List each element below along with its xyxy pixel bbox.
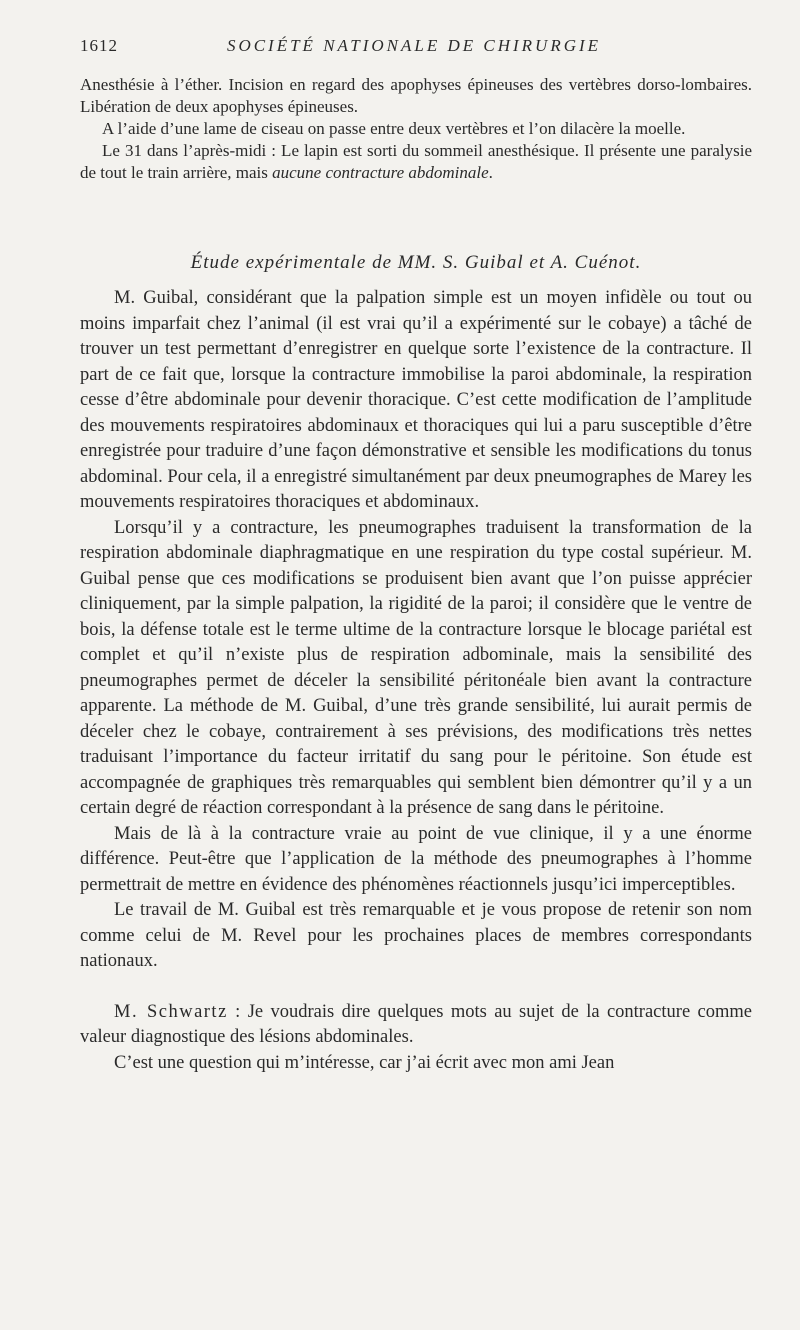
body-paragraph-6: C’est une question qui m’intéresse, car j’ai écrit avec mon ami Jean	[114, 1052, 615, 1073]
intro-paragraph-2: A l’aide d’une lame de ciseau on passe entre deux vertèbres et l’on dilacère la moelle.	[102, 119, 686, 138]
intro-paragraph-3-end: .	[488, 163, 493, 182]
intro-emphasis: aucune contracture abdominale	[272, 163, 489, 182]
intro-paragraph-1: Anesthésie à l’éther. Incision en regard des apophyses épineuses des vertèbres dorso-lombaires. Libération de deux apophyses épineuses.	[80, 75, 752, 116]
section-heading: Étude expérimentale de MM. S. Guibal et A. Cuénot.	[190, 252, 642, 273]
speaker-name: M. Schwartz	[114, 1001, 228, 1022]
body-paragraph-3: Mais de là à la contracture vraie au point de vue clinique, il y a une énorme différence. Peut-être que l’application de la méthode des pneumographes à l’homme permettrait de mettre en évidence des phénomènes réactionnels jusqu’ici imperceptibles.	[80, 823, 752, 895]
running-title: SOCIÉTÉ NATIONALE DE CHIRURGIE	[226, 36, 602, 55]
intro-paragraph-3	[80, 140, 752, 184]
body-paragraph-5-text: : Je voudrais dire quelques mots au sujet de la contracture comme valeur diagnostique des lésions abdominales.	[80, 1001, 752, 1047]
page-header	[80, 36, 748, 60]
intro-text	[80, 74, 752, 184]
body-paragraph-4: Le travail de M. Guibal est très remarquable et je vous propose de retenir son nom comme celui de M. Revel pour les prochaines places de membres correspondants nationaux.	[80, 900, 752, 971]
intro-paragraph-3-text: Le 31 dans l’après-midi : Le lapin est sorti du sommeil anesthésique. Il présente une paralysie de tout le train arrière, mais	[80, 141, 752, 182]
page-number: 1612	[80, 36, 118, 55]
body-paragraph-5	[80, 1000, 752, 1051]
body-text	[80, 286, 752, 1076]
body-paragraph-2: Lorsqu’il y a contracture, les pneumographes traduisent la transformation de la respiration abdominale diaphragmatique en une respiration du type costal supérieur. M. Guibal pense que ces modifications se produisent bien avant que l’on puisse apprécier cliniquement, par la simple palpation, la rigidité de la paroi; il considère que le ventre de bois, la défense totale est le terme ultime de la contracture lorsque le blocage pariétal est complet et qu’il n’existe plus de respiration adbominale, mais la sensibilité des pneumographes permet de déceler la sensibilité péritonéale bien avant la contracture apparente. La méthode de M. Guibal, d’une très grande sensibilité, lui aurait permis de déceler chez le cobaye, contrairement à ses prévisions, des modifications très nettes traduisant l’importance du facteur irritatif du sang pour le péritoine. Son étude est accompagnée de graphiques très remarquables qui semblent bien démontrer qu’il y a un certain degré de réaction correspondant à la présence de sang dans le péritoine.	[80, 517, 752, 818]
body-paragraph-1: M. Guibal, considérant que la palpation simple est un moyen infidèle ou tout ou moins imparfait chez l’animal (il est vrai qu’il a expérimenté sur le cobaye) a tâché de trouver un test permettant d’enregistrer en quelque sorte l’existence de la contracture. Il part de ce fait que, lorsque la contracture immobilise la paroi abdominale, la respiration cesse d’être abdominale pour devenir thoracique. C’est cette modification de l’amplitude des mouvements respiratoires abdominaux et thoraciques qui lui a paru susceptible d’être enregistrée pour traduire d’une façon démonstrative et sensible les modifications du tonus abdominal. Pour cela, il a enregistré simultanément par deux pneumographes de Marey les mouvements respiratoires thoraciques et abdominaux.	[80, 288, 752, 512]
